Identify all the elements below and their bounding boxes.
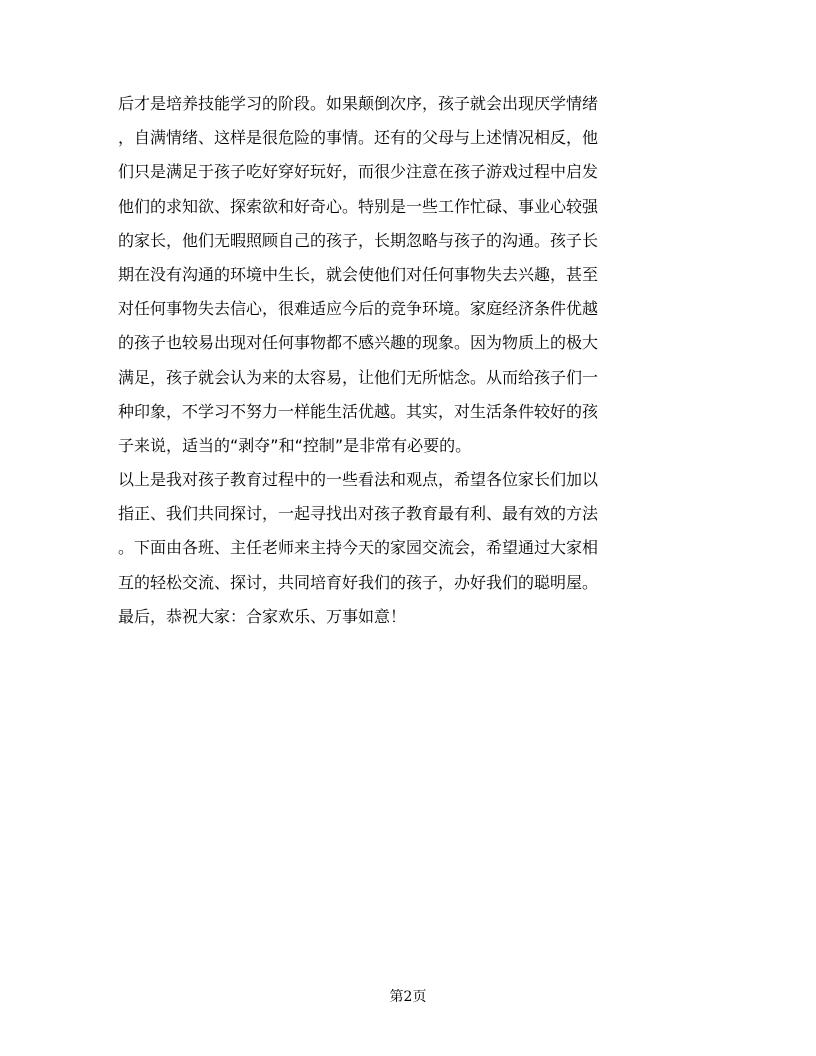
text-line: 的家长，他们无暇照顾自己的孩子，长期忽略与孩子的沟通。孩子长 [118, 230, 599, 250]
text-line: 指正、我们共同探讨，一起寻找出对孩子教育最有利、最有效的方法 [118, 504, 599, 524]
text-line: 他们的求知欲、探索欲和好奇心。特别是一些工作忙碌、事业心较强 [118, 196, 599, 216]
text-line: ，自满情绪、这样是很危险的事情。还有的父母与上述情况相反，他 [118, 128, 599, 148]
text-line: 们只是满足于孩子吃好穿好玩好，而很少注意在孩子游戏过程中启发 [118, 162, 599, 182]
text-line: 的孩子也较易出现对任何事物都不感兴趣的现象。因为物质上的极大 [118, 333, 599, 353]
page-number: 第2页 [389, 989, 427, 1005]
body-text [118, 87, 708, 634]
text-line: 满足，孩子就会认为来的太容易，让他们无所惦念。从而给孩子们一 [118, 367, 599, 387]
text-line: 子来说，适当的“剥夺”和“控制”是非常有必要的。 [118, 435, 472, 455]
text-line: 互的轻松交流、探讨，共同培育好我们的孩子，办好我们的聪明屋。 [118, 572, 599, 592]
text-line: 。下面由各班、主任老师来主持今天的家园交流会，希望通过大家相 [118, 538, 599, 558]
text-line: 以上是我对孩子教育过程中的一些看法和观点，希望各位家长们加以 [118, 470, 599, 490]
text-line: 最后，恭祝大家：合家欢乐、万事如意！ [118, 606, 407, 626]
text-line: 期在没有沟通的环境中生长，就会使他们对任何事物失去兴趣，甚至 [118, 264, 599, 284]
text-line: 种印象，不学习不努力一样能生活优越。其实，对生活条件较好的孩 [118, 401, 599, 421]
text-line: 后才是培养技能学习的阶段。如果颠倒次序，孩子就会出现厌学情绪 [118, 94, 599, 113]
text-line: 对任何事物失去信心，很难适应今后的竞争环境。家庭经济条件优越 [118, 299, 599, 319]
